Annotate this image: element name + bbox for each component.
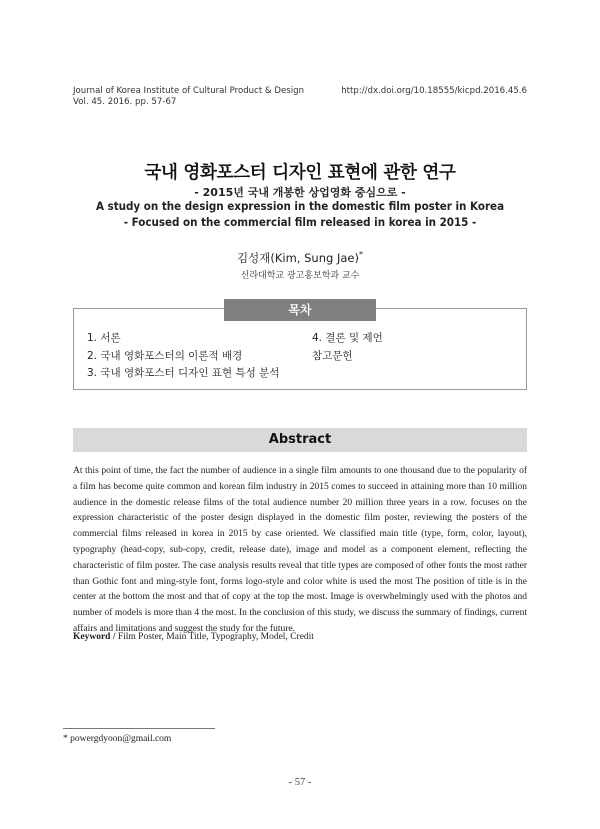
toc-item: 1. 서론: [87, 332, 121, 344]
author-mark: *: [358, 250, 363, 260]
author-affiliation: 신라대학교 광고홍보학과 교수: [240, 271, 360, 281]
doi-link[interactable]: http://dx.doi.org/10.18555/kicpd.2016.45.6: [341, 86, 527, 96]
toc-right-column: [312, 330, 383, 365]
journal-header: [73, 86, 304, 108]
footnote-email[interactable]: powergdyoon@gmail.com: [70, 734, 172, 744]
korean-subtitle: - 2015년 국내 개봉한 상업영화 중심으로 -: [194, 186, 406, 199]
toc-item: 2. 국내 영화포스터의 이론적 배경: [87, 349, 243, 362]
author-name: 김성재(Kim, Sung Jae): [237, 251, 359, 265]
journal-volume: Vol. 45. 2016. pp. 57-67: [73, 97, 177, 107]
keywords-text: Film Poster, Main Title, Typography, Model, Credit: [117, 632, 314, 642]
toc-left-column: [87, 330, 279, 383]
footnote-mark: *: [63, 734, 68, 744]
keywords-label: Keyword /: [73, 632, 118, 642]
english-title-block: [0, 198, 600, 230]
page-number: - 57 -: [288, 777, 312, 788]
abstract-text: At this point of time, the fact the number of audience in a single film amounts to one thousand due to the popularity of a film has become quite common and korean film industry in 2015 comes to succeed in attaining more than 10 million audience in the domestic release films of the total audience number 20 million three years in a row. focuses on the expression characteristic of the poster design displayed in the domestic film poster, reviewing the posters of the commercial films released in korea in 2015 by case oriented. We classified main title (type, form, color, layout), typography (head-copy, sub-copy, credit, release date), image and model as a component element, reflecting the characteristic of film poster. The case analysis results reveal that title types are composed of other fonts the most rather than Gothic font and ming-style font, forms logo-style and color white is used the most The position of title is in the center at the bottom the most and that of copy at the top the most. Image is overwhelmingly used with the photos and number of models is more than 4 the most. In the conclusion of this study, we discuss the summary of findings, current affairs and limitations and suggest the study for the future.: [73, 466, 527, 634]
keywords-line: [73, 632, 527, 642]
english-title: A study on the design expression in the domestic film poster in Korea: [95, 199, 505, 213]
english-subtitle: - Focused on the commercial film released in korea in 2015 -: [123, 215, 477, 229]
toc-heading: 목차: [224, 299, 376, 321]
toc-item: 참고문헌: [312, 349, 353, 362]
author-line: [0, 250, 600, 266]
journal-name: Journal of Korea Institute of Cultural Product & Design: [73, 86, 305, 96]
toc-item: 4. 결론 및 제언: [312, 332, 383, 344]
korean-title: 국내 영화포스터 디자인 표현에 관한 연구: [144, 163, 456, 183]
footnote-divider: [63, 728, 215, 729]
footnote: [63, 734, 171, 744]
abstract-heading: Abstract: [73, 428, 527, 452]
toc-item: 3. 국내 영화포스터 디자인 표현 특성 분석: [87, 367, 280, 379]
